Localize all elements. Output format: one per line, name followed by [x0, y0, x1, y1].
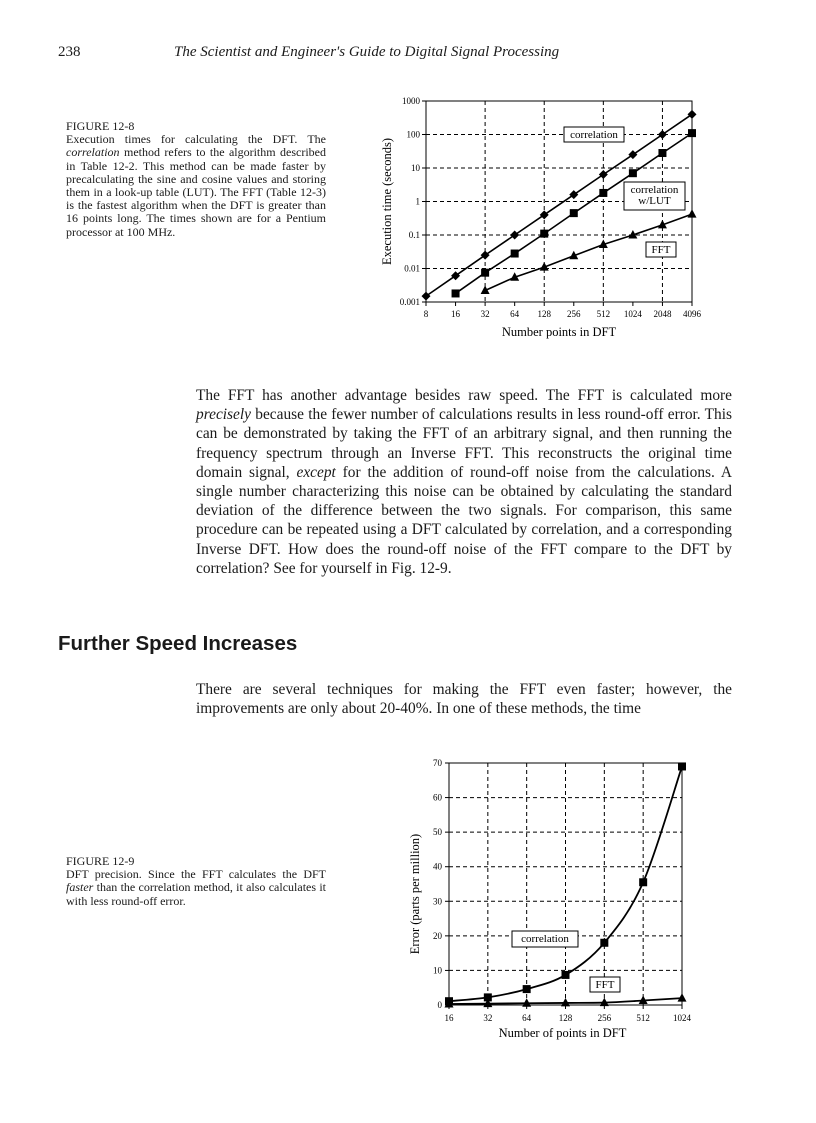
x-tick-label: 32: [480, 309, 490, 319]
y-tick-label: 20: [433, 930, 442, 941]
figure-12-8-caption-title: FIGURE 12-8: [66, 119, 135, 133]
caption-text: Execution times for calculating the DFT. The: [66, 132, 326, 147]
x-tick-label: 64: [522, 1013, 532, 1023]
caption-emphasis: faster: [66, 880, 94, 895]
label-text: correlation: [521, 933, 569, 945]
paragraph-emphasis: except: [296, 463, 336, 481]
x-axis-label: Number of points in DFT: [498, 1026, 627, 1040]
paragraph-text: The FFT has another advantage besides raw speed. The FFT is calculated more: [196, 387, 732, 404]
y-axis: [433, 758, 449, 1010]
y-tick-label: 10: [433, 965, 442, 976]
y-tick-label: 100: [406, 129, 420, 140]
label-text: FFT: [651, 244, 671, 256]
label-text: FFT: [595, 979, 615, 991]
y-tick-label: 40: [433, 861, 442, 872]
label-correlation: [512, 931, 578, 947]
data-point: [600, 939, 608, 947]
x-tick-label: 256: [597, 1013, 612, 1023]
y-tick-label: 0.01: [404, 263, 420, 274]
y-tick-label: 70: [433, 758, 442, 768]
caption-text: DFT precision. Since the FFT calculates the DFT: [66, 867, 326, 882]
y-tick-label: 0.1: [408, 230, 420, 240]
y-axis-label: Execution time (seconds): [380, 137, 394, 266]
x-tick-label: 32: [483, 1013, 493, 1023]
y-tick-label: 10: [411, 163, 420, 173]
caption-text: method refers to the algorithm described in Table 12-2. This method can be made faster by precalculating the sine and cosine values and storing them in a look-up table (LUT). The FFT (Table 12-3) is the fastest algorithm when the DFT is greater than 16 points long. The times shown are for a Pentium processor at 100 MHz.: [66, 145, 326, 239]
paragraph-emphasis: precisely: [196, 406, 251, 424]
x-tick-label: 4096: [683, 309, 701, 319]
y-tick-label: 0.001: [399, 297, 420, 307]
x-tick-label: 2048: [653, 309, 672, 319]
y-tick-label: 60: [433, 792, 442, 803]
body-paragraph: There are several techniques for making the FFT even faster; however, the improvements are only about 20-40%. In one of these methods, the time: [196, 681, 732, 718]
section-heading: Further Speed Increases: [58, 632, 298, 655]
data-point: [562, 971, 570, 979]
x-tick-label: 8: [423, 309, 429, 319]
label-fft: [590, 977, 620, 992]
x-tick-label: 128: [558, 1013, 573, 1023]
label-text: w/LUT: [638, 195, 671, 207]
label-text: correlation: [570, 129, 618, 141]
x-tick-label: 64: [510, 309, 520, 319]
x-tick-label: 16: [444, 1013, 454, 1023]
x-tick-label: 256: [567, 309, 581, 319]
page-number: 238: [58, 44, 81, 60]
caption-emphasis: correlation: [66, 145, 120, 160]
y-tick-label: 50: [433, 827, 442, 838]
paragraph-text: for the addition of round-off noise from the calculations. A single number characterizing this noise can be obtained by calculating the standard deviation of the difference between the two signals. For comparison, this same procedure can be repeated using a DFT calculated by correlation, and a corresponding Inverse DFT. How does the round-off noise of the FFT compare to the DFT by correlation? See for yourself in Fig. 12-9.: [196, 463, 732, 577]
y-tick-label: 0: [437, 1000, 442, 1010]
x-tick-label: 1024: [623, 309, 642, 319]
y-tick-label: 30: [433, 896, 442, 907]
data-point: [678, 762, 686, 770]
paragraph-text: because the fewer number of calculations results in less round-off error. This can be demonstrated by taking the FFT of an arbitrary signal, and then running the frequency spectrum through an Inverse FFT. This reconstructs the original time domain signal,: [196, 406, 732, 481]
data-point: [639, 878, 647, 886]
data-point: [678, 993, 687, 1002]
x-tick-label: 16: [451, 309, 461, 319]
label-text: correlation: [630, 184, 679, 196]
y-tick-label: 1000: [402, 96, 420, 106]
x-axis-label: Number points in DFT: [501, 325, 617, 339]
y-axis-label: Error (parts per million): [408, 833, 422, 955]
x-tick-label: 512: [596, 309, 611, 319]
x-tick-label: 512: [636, 1013, 650, 1023]
x-tick-label: 1024: [673, 1013, 691, 1023]
caption-text: than the correlation method, it also calculates it with less round-off error.: [66, 880, 326, 908]
figure-12-9-caption-title: FIGURE 12-9: [66, 854, 135, 868]
y-tick-label: 1: [415, 196, 420, 207]
data-point: [523, 985, 531, 993]
x-tick-label: 128: [537, 309, 551, 319]
book-title: The Scientist and Engineer's Guide to Digital Signal Processing: [174, 44, 560, 60]
x-axis: [445, 1005, 692, 1023]
